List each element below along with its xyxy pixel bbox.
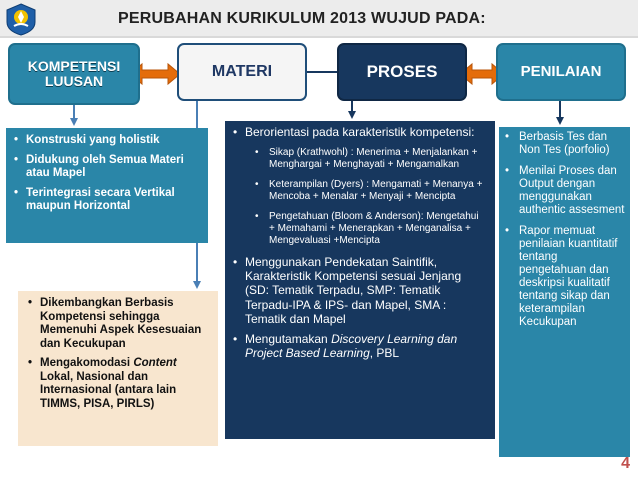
header-bar xyxy=(0,0,638,38)
proses-panel xyxy=(225,121,495,439)
list-item: • Menggunakan Pendekatan Saintifik, Karakteristik Kompetensi sesuai Jenjang (SD: Tematik Terpadu, SMP: Tematik Terpadu-IPA & IPS- dan Mapel, SMA : Tematik dan Mapel xyxy=(233,255,487,326)
tut-wuri-handayani-logo-icon xyxy=(4,2,38,36)
sub-list-item: • Sikap (Krathwohl) : Menerima + Menjalankan + Menghargai + Menghayati + Mengamalkan xyxy=(255,147,487,171)
page-number: 4 xyxy=(621,455,630,472)
list-item: • Terintegrasi secara Vertikal maupun Horizontal xyxy=(14,187,200,214)
list-item: • Mengakomodasi Content Lokal, Nasional dan Internasional (antara lain TIMMS, PISA, PIRLS) xyxy=(28,357,212,411)
list-item: • Berbasis Tes dan Non Tes (porfolio) xyxy=(505,131,626,157)
list-item: • Berorientasi pada karakteristik kompetensi: • Sikap (Krathwohl) : Menerima + Menjalankan + Menghargai + Menghayati + Mengamalkan • Keterampilan (Dyers) : Mengamati + Menanya + Mencoba + Menalar + Menyaji + Mencipta • Pengetahuan (Bloom & Anderson): Mengetahui + Memahami + Menerapkan + Menganalisa + Mengevaluasi +Mencipta xyxy=(233,125,487,247)
penilaian-panel xyxy=(499,127,630,457)
list-item: • Didukung oleh Semua Materi atau Mapel xyxy=(14,154,200,181)
list-item: • Dikembangkan Berbasis Kompetensi sehingga Memenuhi Aspek Kesesuaian dan Kecukupan xyxy=(28,297,212,351)
sub-list-item: • Keterampilan (Dyers) : Mengamati + Menanya + Mencoba + Menalar + Menyaji + Mencipta xyxy=(255,179,487,203)
sub-list xyxy=(255,147,487,247)
list-item: • Konstruski yang holistik xyxy=(14,134,200,148)
list-item: • Menilai Proses dan Output dengan menggunakan authentic assesment xyxy=(505,165,626,217)
kompetensi-lulusan-box: KOMPETENSI LUUSAN xyxy=(8,43,140,105)
materi-box: MATERI xyxy=(177,43,307,101)
list-item: • Mengutamakan Discovery Learning dan Project Based Learning, PBL xyxy=(233,332,487,360)
page-title: PERUBAHAN KURIKULUM 2013 WUJUD PADA: xyxy=(118,10,486,27)
penilaian-box: PENILAIAN xyxy=(496,43,626,101)
materi-panel xyxy=(18,291,218,446)
sub-list-item: • Pengetahuan (Bloom & Anderson): Mengetahui + Memahami + Menerapkan + Menganalisa + Mengevaluasi +Mencipta xyxy=(255,211,487,247)
list-item: • Rapor memuat penilaian kuantitatif tentang pengetahuan dan deskripsi kualitatif tentang sikap dan keterampilan Kecukupan xyxy=(505,225,626,329)
kompetensi-panel xyxy=(6,128,208,243)
proses-box: PROSES xyxy=(337,43,467,101)
